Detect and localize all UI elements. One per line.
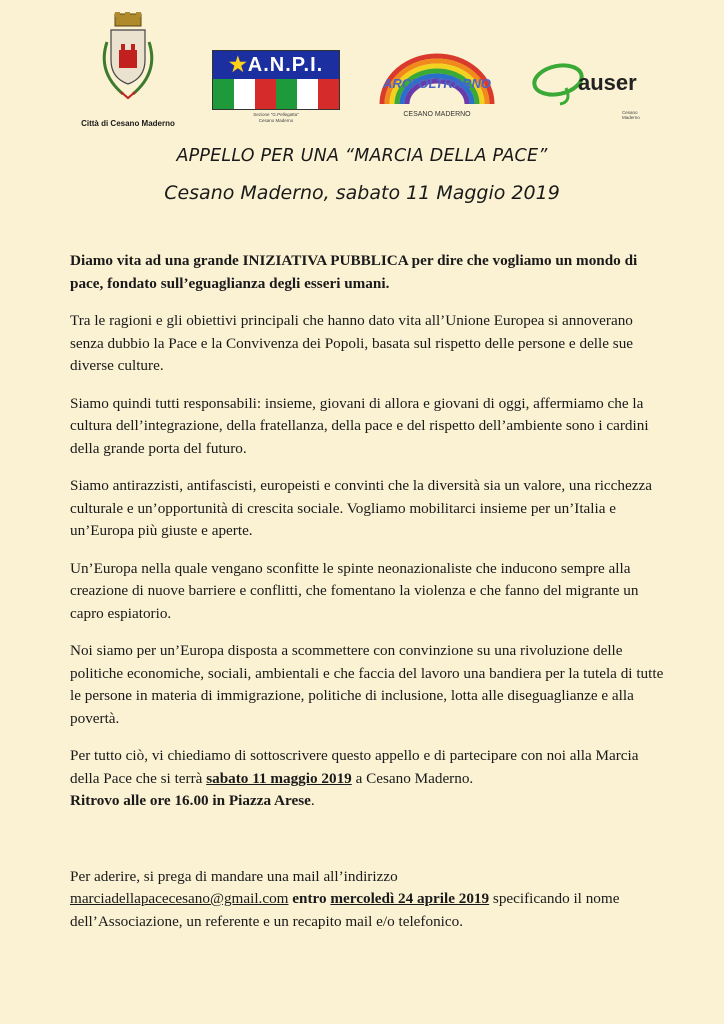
email-link[interactable]: marciadellapacecesano@gmail.com xyxy=(70,890,289,907)
intro-paragraph: Diamo vita ad una grande INIZIATIVA PUBBLICA per dire che vogliamo un mondo di pace, fondato sull’eguaglianza degli esseri umani. xyxy=(70,252,638,292)
svg-text:CESANO MADERNO: CESANO MADERNO xyxy=(403,111,471,118)
page-title: APPELLO PER UNA “MARCIA DELLA PACE” xyxy=(176,146,548,166)
auser-label: auser xyxy=(578,70,637,95)
city-caption: Città di Cesano Maderno xyxy=(81,119,175,128)
flag-stripes xyxy=(213,79,339,109)
coat-of-arms-icon xyxy=(93,12,163,112)
svg-text:ARCI OLTRARNO: ARCI OLTRARNO xyxy=(382,76,492,91)
paragraph-5: Noi siamo per un’Europa disposta a scommettere con convinzione su una rivoluzione delle politiche economiche, sociali, ambientali e che faccia del lavoro una bandiera per la tutela di tutte le persone in materia di immigrazione, politiche di inclusione, lotta alle diseguaglianze e alla povertà. xyxy=(70,642,664,727)
meeting-point: Ritrovo alle ore 16.00 in Piazza Arese xyxy=(70,792,311,809)
auser-caption: Cesano Maderno xyxy=(622,110,640,120)
paragraph-4: Un’Europa nella quale vengano sconfitte le spinte neonazionaliste che inducono sempre alla creazione di nuove barriere e conflitti, che fomentano la violenza e che fanno del migrante un capro espiatorio. xyxy=(70,559,639,622)
city-logo xyxy=(78,12,178,128)
rainbow-icon xyxy=(376,48,498,120)
anpi-logo xyxy=(212,50,340,124)
anpi-caption: Sezione "G.Pellegatta" Cesano Maderno xyxy=(253,112,299,123)
march-date: sabato 11 maggio 2019 xyxy=(206,769,352,787)
paragraph-7: Per aderire, si prega di mandare una mail all’indirizzo marciadellapacecesano@gmail.com entro mercoledì 24 aprile 2019 specificando il nome dell’Associazione, un referente e un recapito mail e/o telefonico. xyxy=(70,867,620,930)
page-subtitle: Cesano Maderno, sabato 11 Maggio 2019 xyxy=(164,182,560,204)
paragraph-1: Tra le ragioni e gli obiettivi principali che hanno dato vita all’Unione Europea si annoverano senza dubbio la Pace e la Convivenza dei Popoli, basata sul rispetto delle persone e delle sue diverse culture. xyxy=(70,312,634,374)
paragraph-6: Per tutto ciò, vi chiediamo di sottoscrivere questo appello e di partecipare con noi alla Marcia della Pace che si terrà sabato 11 maggio 2019 a Cesano Maderno. Ritrovo alle ore 16.00 in Piazza Arese. xyxy=(70,747,639,809)
arci-logo xyxy=(376,48,498,125)
logo-header xyxy=(0,0,724,140)
paragraph-2: Siamo quindi tutti responsabili: insieme, giovani di allora e giovani di oggi, affermiamo che la cultura dell’integrazione, della fratellanza, della pace e del rispetto dell’ambiente sono i cardini della grande porta del futuro. xyxy=(70,394,649,457)
anpi-title: ★A.N.P.I. xyxy=(213,51,339,79)
paragraph-3: Siamo antirazzisti, antifascisti, europeisti e convinti che la diversità sia un valore, una ricchezza culturale e un’opportunità di crescita sociale. Vogliamo mobilitarci insieme per un’Italia e un’Europa più giuste e aperte. xyxy=(70,477,652,539)
deadline-date: mercoledì 24 aprile 2019 xyxy=(330,890,490,907)
document-body xyxy=(70,250,670,948)
star-icon: ★ xyxy=(228,54,248,76)
